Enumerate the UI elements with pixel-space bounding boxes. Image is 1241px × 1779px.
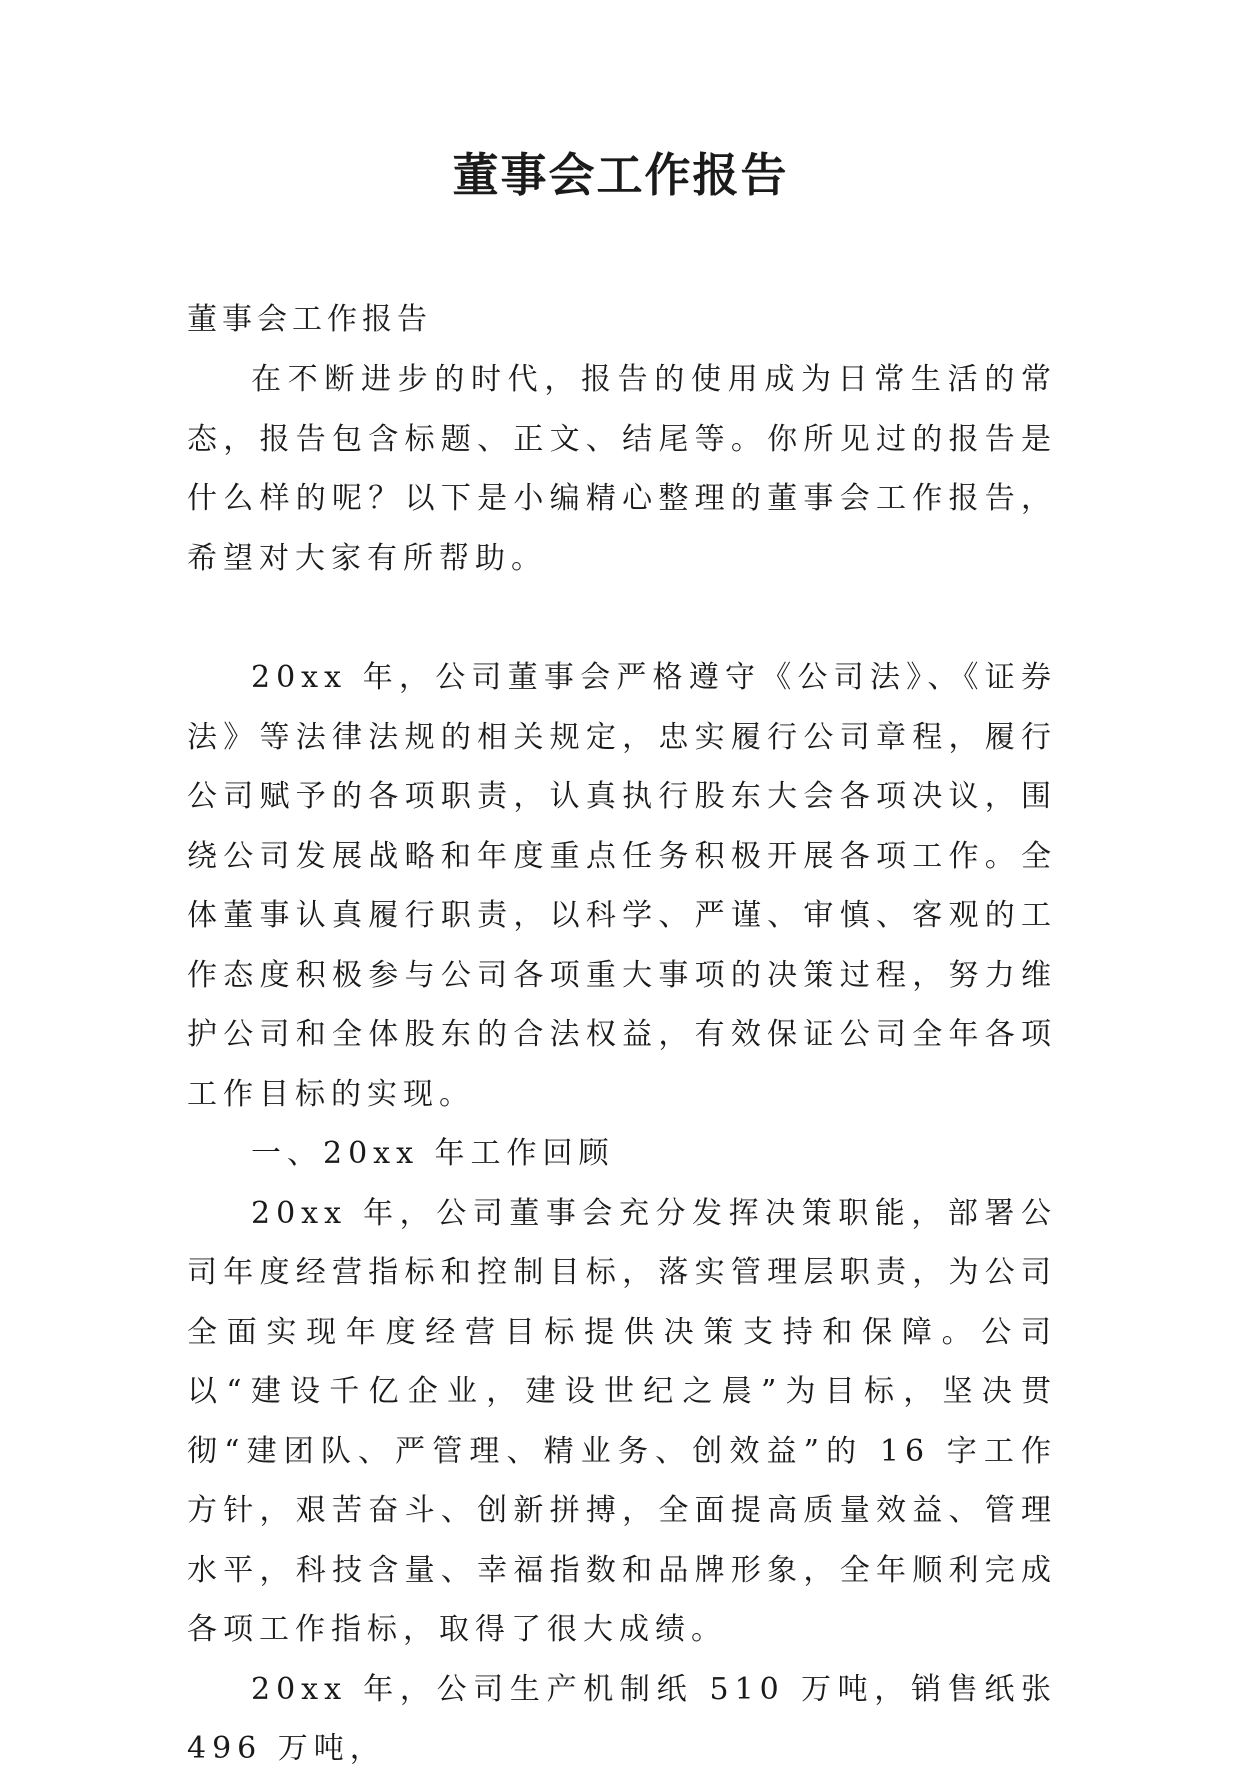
section-heading-review: 一、20xx 年工作回顾 [251,1136,615,1171]
document-subtitle: 董事会工作报告 [187,302,432,337]
document-body [187,290,1057,1779]
overview-paragraph: 20xx 年，公司董事会严格遵守《公司法》、《证券法》等法律法规的相关规定，忠实履行公司章程，履行公司赋予的各项职责，认真执行股东大会各项决议，围绕公司发展战略和年度重点任务积极开展各项工作。全体董事认真履行职责，以科学、严谨、审慎、客观的工作态度积极参与公司各项重大事项的决策过程，努力维护公司和全体股东的合法权益，有效保证公司全年各项工作目标的实现。 [187,660,1057,1112]
production-paragraph: 20xx 年，公司生产机制纸 510 万吨，销售纸张 496 万吨， [187,1671,1057,1766]
intro-paragraph: 在不断进步的时代，报告的使用成为日常生活的常态，报告包含标题、正文、结尾等。你所见过的报告是什么样的呢？以下是小编精心整理的董事会工作报告，希望对大家有所帮助。 [187,362,1057,576]
paragraph-spacer [187,588,1057,648]
review-paragraph: 20xx 年，公司董事会充分发挥决策职能，部署公司年度经营指标和控制目标，落实管理层职责，为公司全面实现年度经营目标提供决策支持和保障。公司以“建设千亿企业，建设世纪之晨”为目标，坚决贯彻“建团队、严管理、精业务、创效益”的 16 字工作方针，艰苦奋斗、创新拼搏，全面提高质量效益、管理水平，科技含量、幸福指数和品牌形象，全年顺利完成各项工作指标，取得了很大成绩。 [187,1195,1057,1647]
document-title: 董事会工作报告 [452,148,789,202]
